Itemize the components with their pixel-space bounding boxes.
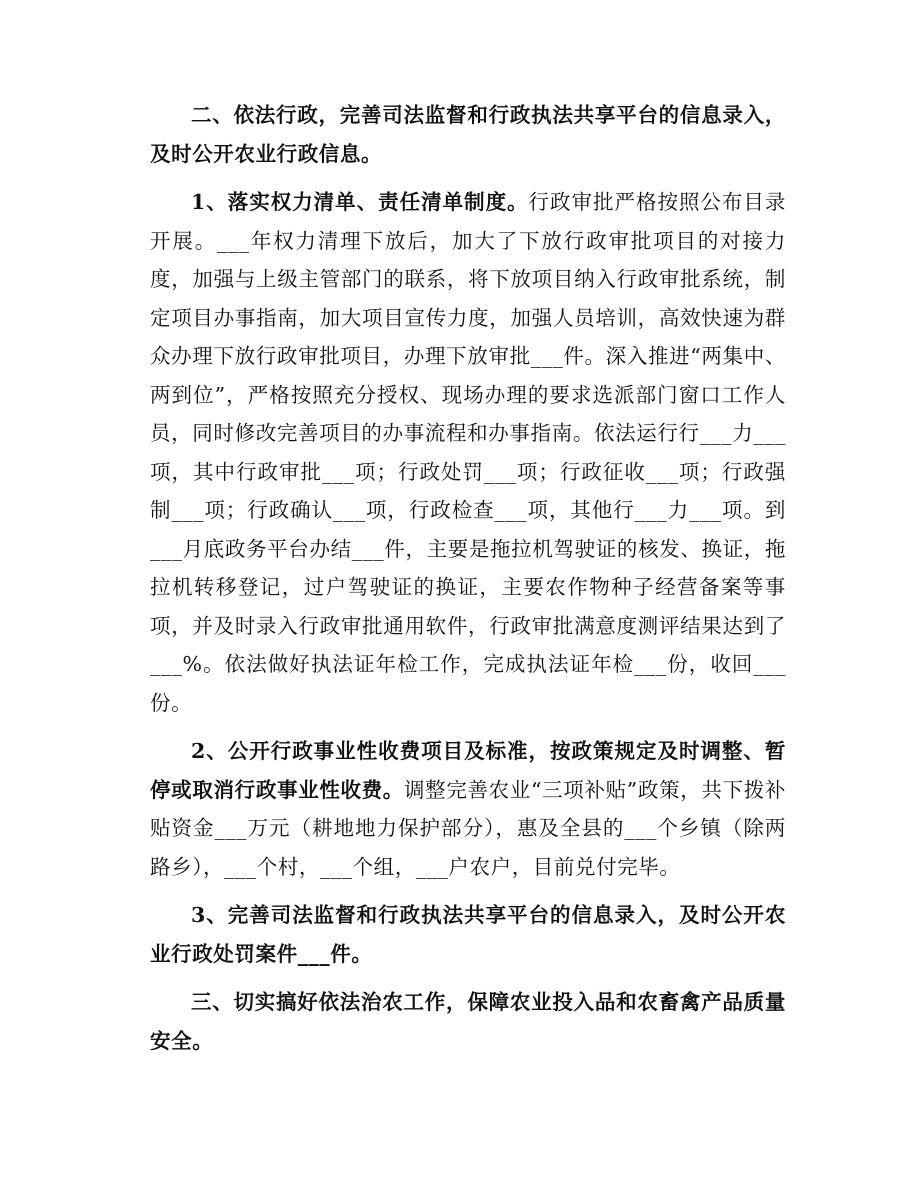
document-body	[150, 96, 786, 1060]
paragraph-text: 行政审批严格按照公布目录开展。___年权力清理下放后，加大了下放行政审批项目的对接力度，加强与上级主管部门的联系，将下放项目纳入行政审批系统，制定项目办事指南，加大项目宣传力度，加强人员培训，高效快速为群众办理下放行政审批项目，办理下放审批___件。深入推进“两集中、两到位”，严格按照充分授权、现场办理的要求选派部门窗口工作人员，同时修改完善项目的办事流程和办事指南。依法运行行___力___项，其中行政审批___项；行政处罚___项；行政征收___项；行政强制___项；行政确认___项，行政检查___项，其他行___力___项。到___月底政务平台办结___件，主要是拖拉机驾驶证的核发、换证，拖拉机转移登记，过户驾驶证的换证，主要农作物种子经营备案等事项，并及时录入行政审批通用软件，行政审批满意度测评结果达到了___%。依法做好执法证年检工作，完成执法证年检___份，收回___份。	[150, 190, 786, 715]
heading-text: 二、依法行政，完善司法监督和行政执法共享平台的信息录入，及时公开农业行政信息。	[150, 103, 786, 166]
paragraph-lead: 1、落实权力清单、责任清单制度。	[191, 190, 529, 214]
paragraph-lead: 3、完善司法监督和行政执法共享平台的信息录入，及时公开农业行政处罚案件___件。	[150, 903, 786, 966]
heading-text: 三、切实搞好依法治农工作，保障农业投入品和农畜禽产品质量安全。	[150, 990, 786, 1053]
section-heading-2	[150, 96, 786, 173]
paragraph-lead: 2、公开行政事业性收费项目及标准，按政策规定及时调整、暂停或取消行政事业性收费。	[150, 739, 786, 802]
paragraph-text: 调整完善农业“三项补贴”政策，共下拨补贴资金___万元（耕地地力保护部分），惠及全县的___个乡镇（除两路乡），___个村，___个组，___户农户，目前兑付完毕。	[150, 777, 787, 879]
paragraph-2	[150, 732, 786, 886]
paragraph-1	[150, 183, 786, 722]
section-heading-3	[150, 983, 786, 1060]
paragraph-3	[150, 896, 786, 973]
